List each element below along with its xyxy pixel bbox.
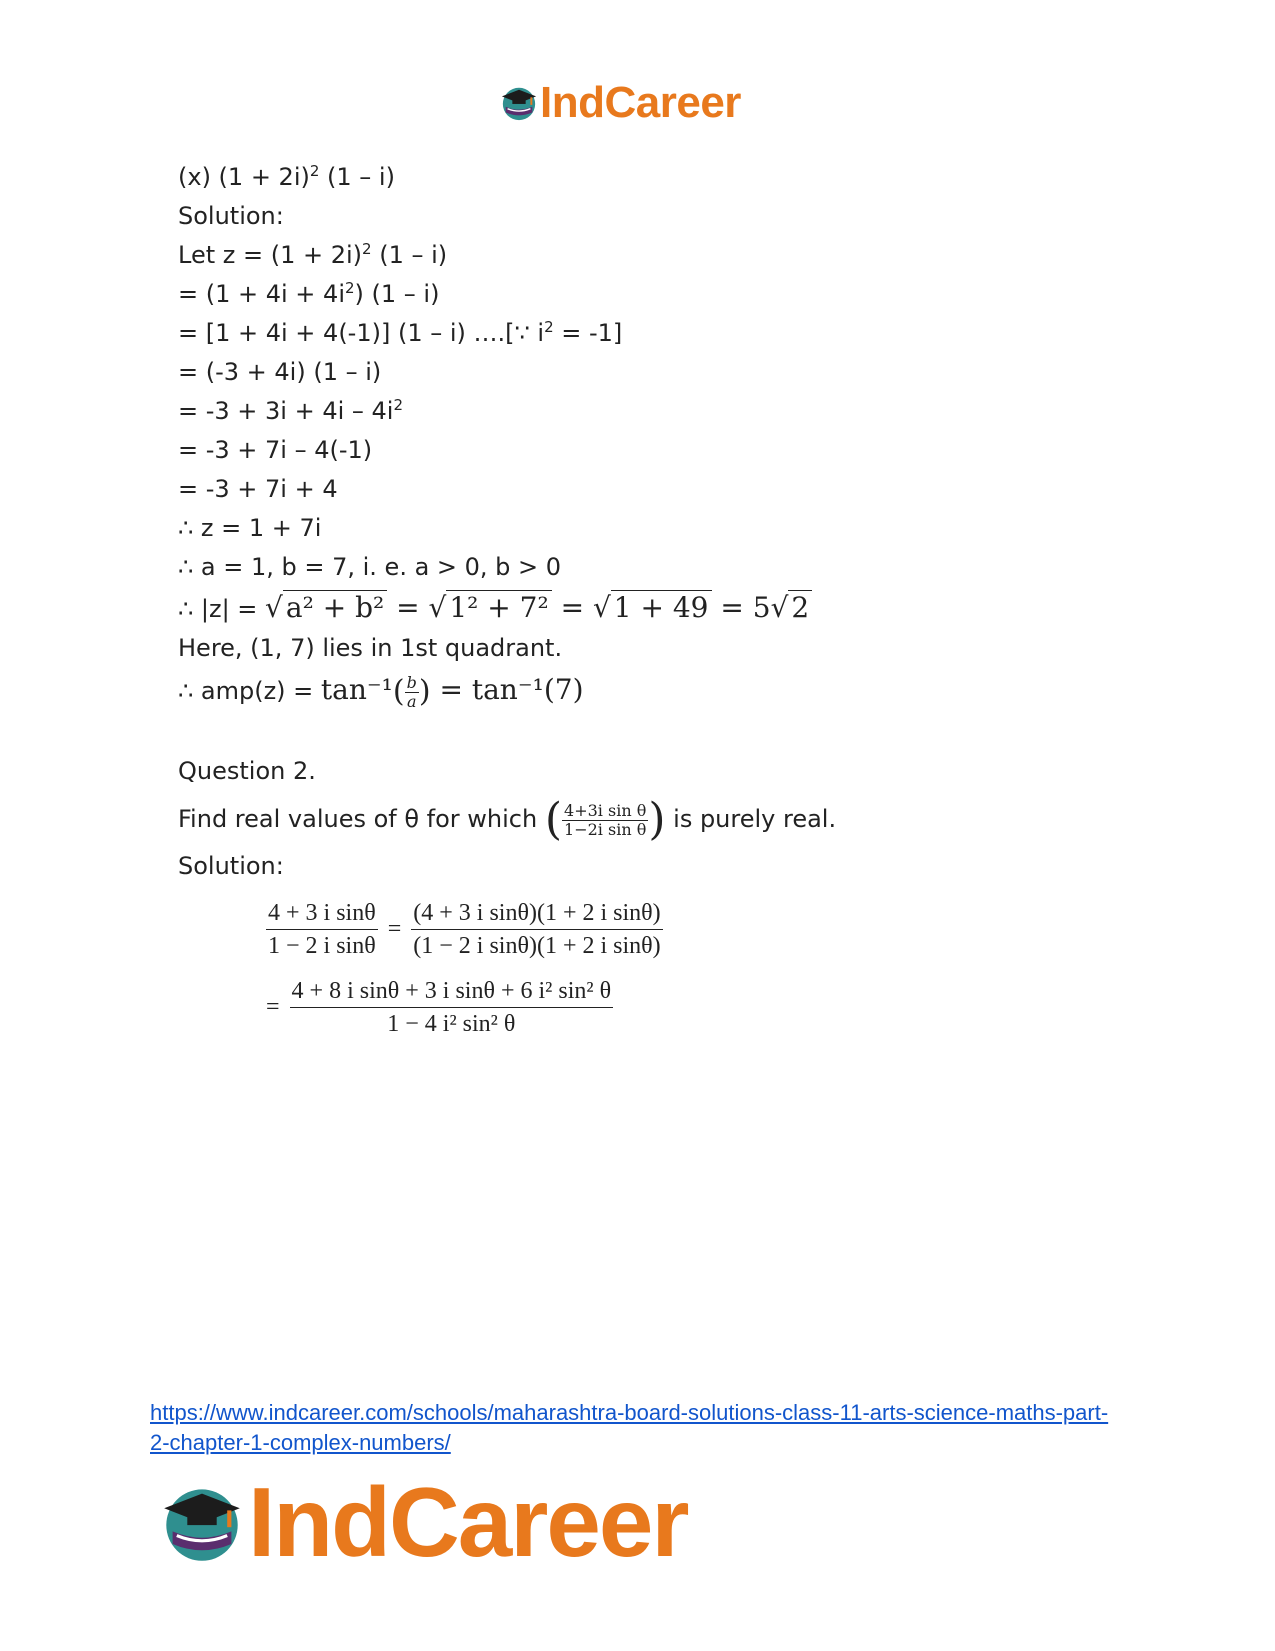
- graduation-book-icon: [500, 84, 538, 122]
- amplitude-line: ∴ amp(z) = tan⁻¹( $\frac{b}{a}$ ) = tan⁻¹(7): [178, 672, 584, 711]
- problem-heading: (x) $(1 + 2i)^2$ (1 – i): [178, 162, 395, 191]
- quadrant-line: Here, (1, 7) lies in 1st quadrant.: [178, 634, 563, 662]
- step-1: = $(1 + 4i + 4i^2)$ (1 – i): [178, 279, 440, 308]
- eq1-lhs-fraction: $\frac{\text{4 + 3 i sinθ}}{\text{1 − 2 i sinθ}}$: [266, 897, 378, 962]
- document-body: [178, 158, 1078, 1046]
- step-4: = $-3 + 3i + 4i - 4i^2$: [178, 396, 404, 425]
- brand-name: IndCareer: [540, 78, 741, 127]
- step-5: = -3 + 7i – 4(-1): [178, 436, 373, 464]
- footer-brand-name: IndCareer: [248, 1467, 688, 1577]
- step-let: Let $z = (1 + 2i)^2$ (1 – i): [178, 240, 448, 269]
- step-6: = -3 + 7i + 4: [178, 475, 338, 503]
- solution-label: Solution:: [178, 202, 284, 230]
- prompt-fraction: $\frac{\text{4+3i sin θ}}{\text{1−2i sin θ}}$: [564, 800, 647, 839]
- step-3: = (-3 + 4i) (1 – i): [178, 358, 382, 386]
- step-7: ∴ z = 1 + 7i: [178, 514, 322, 542]
- eq2-fraction: $\frac{\text{4 + 8 i sinθ + 3 i sinθ + 6 i² sin² θ}}{\text{1 − 4 i² sin² θ}}$: [290, 975, 614, 1040]
- question-2-title: Question 2.: [178, 757, 316, 785]
- step-2: = [1 + 4i + 4(-1)] (1 – i) ….[∵ $i^2 = -1$]: [178, 318, 623, 347]
- question-2-prompt: Find real values of θ for which ( $\frac{\text{4+3i sin θ}}{\text{1−2i sin θ}}$ ) is purely real.: [178, 794, 837, 845]
- equation-block: [266, 890, 1078, 1046]
- amp-fraction: $\frac{b}{a}$: [406, 672, 417, 711]
- eq1-rhs-fraction: $\frac{\text{(4 + 3 i sinθ)(1 + 2 i sinθ)}}{\text{(1 − 2 i sinθ)(1 + 2 i sinθ)}}$: [411, 897, 662, 962]
- footer-logo: [160, 1466, 688, 1579]
- question-2-solution-label: Solution:: [178, 852, 284, 880]
- step-8: ∴ a = 1, b = 7, i. e. a > 0, b > 0: [178, 553, 562, 581]
- source-url-link[interactable]: https://www.indcareer.com/schools/maharashtra-board-solutions-class-11-arts-science-maths-part-2-chapter-1-complex-numbers/: [150, 1400, 1109, 1455]
- equation-row-1: $\frac{\text{4 + 3 i sinθ}}{\text{1 − 2 i sinθ}}$ = $\frac{\text{(4 + 3 i sinθ)(1 + 2 i sinθ)}}{\text{(1 − 2 i sinθ)(1 + 2 i sinθ)}}$: [266, 890, 1078, 968]
- graduation-book-icon: [160, 1481, 244, 1565]
- header-logo: [500, 78, 741, 128]
- modulus-line: ∴ |z| = √ a² + b² = √ 1² + 7² = √ 1 + 49 = 5√ 2: [178, 587, 1078, 629]
- equation-row-2: = $\frac{\text{4 + 8 i sinθ + 3 i sinθ + 6 i² sin² θ}}{\text{1 − 4 i² sin² θ}}$: [266, 968, 1078, 1046]
